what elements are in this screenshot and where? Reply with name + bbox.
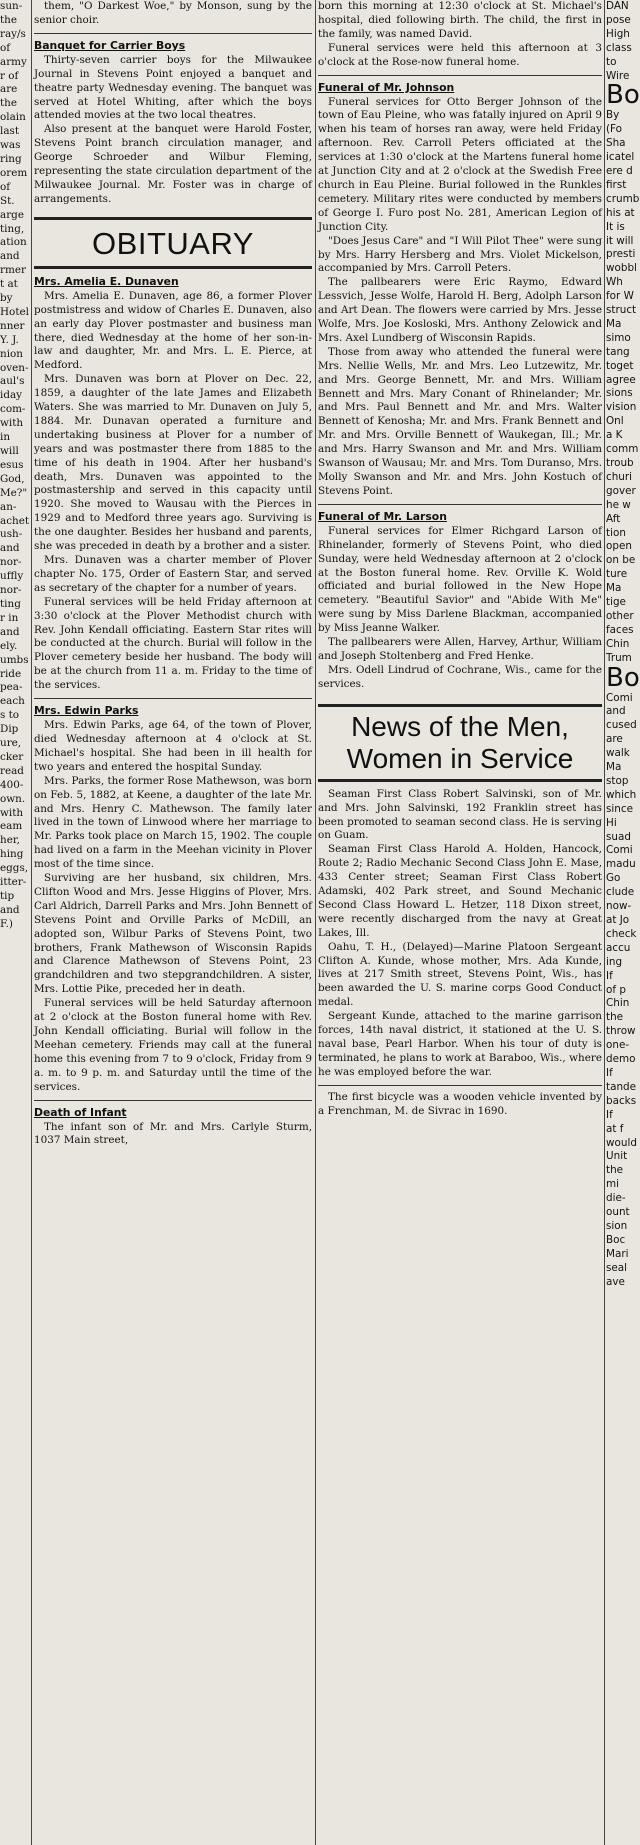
fragment-text: If <box>606 1108 613 1121</box>
fragment-text: other <box>606 609 634 622</box>
fragment-text: are <box>0 83 18 96</box>
fragment-text: for W <box>606 290 634 303</box>
fragment-text: he w <box>606 498 631 511</box>
dunaven-heading: Mrs. Amelia E. Dunaven <box>34 274 179 288</box>
fragment-text: presti <box>606 248 636 261</box>
col2-intro-para-1: born this morning at 12:30 o'clock at St. Michael's hospital, died following birth. The child, the first in the family, was named David. <box>318 0 602 40</box>
fragment-text: High <box>606 27 630 40</box>
divider <box>318 75 602 76</box>
fragment-text: of p <box>606 983 626 996</box>
fragment-text: eam <box>0 820 23 833</box>
fragment-text: Hi <box>606 816 617 829</box>
fragment-text: Go <box>606 872 621 885</box>
johnson-heading: Funeral of Mr. Johnson <box>318 80 455 94</box>
fragment-text: ring <box>0 152 22 165</box>
fragment-text: St. <box>0 194 15 207</box>
fragment-text: read <box>0 764 24 777</box>
fragment-text: throw <box>606 1025 636 1038</box>
fragment-text: DAN <box>606 0 629 12</box>
larson-heading: Funeral of Mr. Larson <box>318 509 447 523</box>
fragment-text: with <box>0 417 24 430</box>
fragment-text: accu <box>606 941 631 954</box>
fragment-text: struct <box>606 304 637 317</box>
fragment-text: last <box>0 125 20 138</box>
fragment-text: Trum <box>606 651 632 664</box>
fragment-text: Hotel <box>0 305 29 318</box>
news-title-line-2: Women in Service <box>346 742 574 774</box>
fragment-text: would <box>606 1136 637 1149</box>
fragment-text: and <box>0 542 20 555</box>
divider <box>318 504 602 505</box>
fragment-text: pose <box>606 13 631 26</box>
fragment-text: Wh <box>606 276 623 289</box>
fragment-text: a K <box>606 429 623 442</box>
dunaven-para-3: Mrs. Dunaven was a charter member of Plover chapter No. 175, Order of Eastern Star, and served as secretary of the chapter for a number of years. <box>34 554 312 594</box>
fragment-text: madu <box>606 858 636 871</box>
fragment-text: his at <box>606 206 635 219</box>
fragment-text: open <box>606 540 632 553</box>
fragment-text: army <box>0 55 27 68</box>
fragment-text: simo <box>606 331 631 344</box>
fragment-text: ely. <box>0 639 18 652</box>
fragment-text: t at <box>0 278 18 291</box>
fragment-text: esus <box>0 458 24 471</box>
fragment-text: toget <box>606 359 634 372</box>
fragment-text: was <box>0 139 21 152</box>
fragment-text: mi <box>606 1178 620 1191</box>
fragment-text: crumb <box>606 192 640 205</box>
fragment-text: oven- <box>0 361 29 374</box>
fragment-text: since <box>606 802 633 815</box>
fragment-text: ount <box>606 1206 630 1219</box>
fragment-text: arge <box>0 208 24 221</box>
fragment-text: pea- <box>0 681 23 694</box>
fragment-text: demo <box>606 1053 636 1066</box>
fragment-text: one- <box>606 1039 630 1052</box>
fragment-text: Wire <box>606 69 630 82</box>
fragment-text: orem <box>0 166 28 179</box>
fragment-text: die- <box>606 1192 626 1205</box>
johnson-para-1: Funeral services for Otto Berger Johnson of the town of Eau Pleine, who was fatally injured on April 9 when his team of horses ran away, were held Friday afternoon. Rev. Carroll Peters officiated at the services at 1:30 o'clock at the Martens funeral home at Junction City and at 2 o'clock at the Swedish Free church in Eau Pleine. Burial followed in the Runkles cemetery. Military rites were conducted by members of George I. Furo post No. 281, American Legion of Junction City. <box>318 95 602 233</box>
fragment-text: at Jo <box>606 914 630 926</box>
divider <box>34 33 312 34</box>
fragment-text: olain <box>0 111 26 124</box>
carrier-para-1: Thirty-seven carrier boys for the Milwaukee Journal in Stevens Point enjoyed a banquet and theatre party Wednesday evening. The banquet was served at Hotel Whiting, after which the boys attended movies at the two local theatres. <box>34 53 312 122</box>
fragment-text: the <box>606 1164 624 1177</box>
fragment-text: cused <box>606 719 637 732</box>
fragment-text: Chin <box>606 637 630 650</box>
fragment-text: ray/s <box>0 27 26 40</box>
parks-para-3: Surviving are her husband, six children, Mrs. Clifton Wood and Mrs. Jesse Higgins of Plover, Mrs. Carl Aldrich, Darrell Parks and Mrs. John Bennett of Stevens Point and Orville Parks of McDill, an adopted son, Wilbur Parks of Stevens Point, two brothers, Frank Mathewson of Wisconsin Rapids and Clarence Mathewson of Stevens Point, 23 grandchildren and two stepgrandchildren. A sister, Mrs. Lottie Pike, preceded her in death. <box>34 872 312 996</box>
news-para-3: Oahu, T. H., (Delayed)—Marine Platoon Sergeant Clifton A. Kunde, whose mother, Mrs. Ada Kunde, lives at 217 Smith street, Stevens Point, Wis., has been awarded the U. S. marine corps Good Conduct medal. <box>318 940 602 1009</box>
fragment-text: cker <box>0 750 24 763</box>
news-service-title <box>318 704 602 782</box>
fragment-text: own. <box>0 792 26 805</box>
fragment-text: with <box>0 806 24 819</box>
fragment-text: Ma <box>606 761 622 774</box>
fragment-text: com- <box>0 403 26 416</box>
intro-text: them, "O Darkest Woe," by Monson, sung by the senior choir. <box>34 0 312 26</box>
carrier-heading: Banquet for Carrier Boys <box>34 38 186 52</box>
fragment-text: which <box>606 788 637 801</box>
fragment-text: If <box>606 969 613 982</box>
obituary-title: OBITUARY <box>34 217 312 269</box>
fragment-text: her, <box>0 834 20 847</box>
fragment-text: nor- <box>0 556 22 569</box>
fragment-text: nion <box>0 347 23 360</box>
fragment-text: 400- <box>0 778 24 791</box>
fragment-text: class <box>606 41 632 54</box>
johnson-para-3: The pallbearers were Eric Raymo, Edward Lessvich, Jesse Wolfe, Harold H. Berg, Adolph Larson and Art Dean. The flowers were carried by Mrs. Jesse Wolfe, Mrs. Joe Kosloski, Mrs. Anthony Zelowick and Mrs. Axel Lundberg of Wisconsin Rapids. <box>318 276 602 344</box>
fragment-text: sions <box>606 387 633 400</box>
fragment-text: and <box>0 625 20 638</box>
fragment-text: Unit <box>606 1150 628 1163</box>
fragment-text: uffly <box>0 570 24 583</box>
fragment-text: will <box>0 445 19 457</box>
fragment-text: r of <box>0 69 19 82</box>
fragment-text: eggs, <box>0 862 29 875</box>
fragment-text: By <box>606 109 620 122</box>
fragment-text: umbs <box>0 653 29 666</box>
fragment-text: nor- <box>0 584 22 597</box>
fragment-text: ere d <box>606 164 633 177</box>
fragment-text: of <box>0 180 11 193</box>
larson-para-2: The pallbearers were Allen, Harvey, Arthur, William and Joseph Stoltenberg and Fred Henke. <box>318 636 602 662</box>
dunaven-para-1: Mrs. Amelia E. Dunaven, age 86, a former Plover postmistress and widow of Charles E. Dunaven, also an early day Plover postmaster and business man there, died Wednesday at the home of her son-in-law and daughter, Mr. and Mrs. L. E. Pierce, at Medford. <box>34 289 312 372</box>
parks-heading: Mrs. Edwin Parks <box>34 704 139 718</box>
fragment-text: nner <box>0 319 25 332</box>
fragment-text: faces <box>606 623 634 636</box>
fragment-text: Comi <box>606 844 633 857</box>
fragment-text: Mari <box>606 1247 629 1260</box>
fragment-text: aul's <box>0 375 25 388</box>
fragment-text: troub <box>606 457 634 469</box>
dunaven-para-2: Mrs. Dunaven was born at Plover on Dec. 22, 1859, a daughter of the late James and Elizabeth Waters. She was married to Mr. Dunaven on July 5, 1884. Mr. Dunavan operated a furniture and undertaking business at Plover for a number of years and was postmaster there from 1885 to the time of his death in 1904. After her husband's death, Mrs. Dunaven was appointed to the postmastership and served in this capacity until 1920. She moved to Wausau with the Pierces in 1929 and to Medford three years ago. Surviving is the one daughter. Besides her husband and parents, she was preceded in death by a brother and a sister. <box>34 373 312 553</box>
column-rule-left <box>31 0 32 1845</box>
fragment-text: ush- <box>0 528 23 541</box>
divider <box>34 698 312 699</box>
fragment-text: and <box>606 705 626 718</box>
fragment-text: vision <box>606 401 637 414</box>
fragment-text: iday <box>0 389 23 402</box>
fragment-text: it will <box>606 234 634 247</box>
fragment-text: s to <box>0 709 20 722</box>
fragment-text: icatel <box>606 151 635 164</box>
fragment-text: now- <box>606 900 632 913</box>
column-rule-middle <box>315 0 316 1845</box>
divider <box>318 1085 602 1086</box>
fragment-text: on be <box>606 554 636 567</box>
fragment-text: itter- <box>0 876 27 889</box>
fragment-text: rmer <box>0 264 26 277</box>
parks-para-1: Mrs. Edwin Parks, age 64, of the town of Plover, died Wednesday afternoon at 4 o'clock at St. Michael's hospital. She had been in ill health for two years and entered the hospital Sunday. <box>34 719 312 773</box>
fragment-text: hing <box>0 848 24 861</box>
fragment-text: Ma <box>606 582 622 595</box>
fragment-text: ride <box>0 667 22 680</box>
fragment-text: achet <box>0 514 30 527</box>
fragment-text: the <box>0 13 18 26</box>
fragment-text: Boc <box>606 1233 626 1246</box>
col2-intro-para-2: Funeral services were held this afternoon at 3 o'clock at the Rose-now funeral home. <box>318 41 602 68</box>
fragment-text: Aft <box>606 512 621 525</box>
carrier-para-2: Also present at the banquet were Harold Foster, Stevens Point branch circulation manager, and George Schroeder and Wilbur Fleming, representing the state circulation department of the Milwaukee Journal. Mr. Foster was in charge of arrangements. <box>34 123 312 205</box>
news-para-1: Seaman First Class Robert Salvinski, son of Mr. and Mrs. John Salvinski, 192 Franklin street has been promoted to seaman second class. He is serving on Guam. <box>318 787 602 842</box>
fragment-text: (Fo <box>606 123 623 136</box>
parks-para-2: Mrs. Parks, the former Rose Mathewson, was born on Feb. 5, 1882, at Keene, a daughter of the late Mr. and Mrs. Henry C. Mathewson. The family later lived in the town of Linwood where her marriage to Mr. Parks took place on March 15, 1902. The couple had lived on a farm in the Meehan vicinity in Plover most of the time since. <box>34 774 312 871</box>
fragment-text: check <box>606 927 637 940</box>
parks-para-4: Funeral services will be held Saturday afternoon at 2 o'clock at the Boston funeral home with Rev. John Kendall officiating. Burial will follow in the Meehan cemetery. Friends may call at the funeral home this evening from 7 to 9 o'clock, Friday from 9 a. m. to 9 p. m. and Saturday until the time of the services. <box>34 997 312 1093</box>
fragment-text: wobbl <box>606 262 637 275</box>
fragment-text: ting, <box>0 222 25 235</box>
fragment-text: Y. J. <box>0 333 19 346</box>
fragment-text: agree <box>606 373 636 386</box>
fragment-text: F.) <box>0 917 13 930</box>
fragment-text: first <box>606 178 627 191</box>
fragment-text: clude <box>606 886 635 899</box>
fragment-text: and <box>0 250 20 263</box>
johnson-para-4: Those from away who attended the funeral were Mrs. Nellie Wells, Mr. and Mrs. Leo Lutzewitz, Mr. and Mrs. George Bennett, Mr. and Mrs. William Bennett and Mrs. Mary Conant of Rhinelander; Mr. and Mrs. Paul Bennett and Mr. and Mrs. Walter Bennett of Kenosha; Mr. and Mrs. Frank Bennett and Mr. and Mrs. Orville Bennett of Waukegan, Ill.; Mr. and Mrs. Harry Swanson and Mr. and Mrs. William Swanson of Wausau; Mr. and Mrs. Tom Duranso, Mrs. Molly Swanson and Mr. and Mrs. John Kostuch of Stevens Point. <box>318 345 602 497</box>
fragment-text: gover <box>606 484 636 497</box>
fragment-text: and <box>0 903 20 916</box>
divider <box>34 1100 312 1101</box>
column-two <box>318 0 602 1119</box>
fragment-text: each <box>0 695 25 708</box>
fragment-text: ing <box>606 955 623 968</box>
fragment-text: in <box>0 431 11 444</box>
fragment-text: tang <box>606 345 630 358</box>
fragment-text: Comi <box>606 691 633 704</box>
fragment-text: backs <box>606 1094 637 1107</box>
news-title-line-1: News of the Men, <box>351 710 569 742</box>
fragment-text: Onl <box>606 415 624 428</box>
fragment-text: If <box>606 1066 613 1079</box>
infant-para-1: The infant son of Mr. and Mrs. Carlyle Sturm, 1037 Main street, <box>34 1120 312 1147</box>
left-clipped-column <box>0 0 30 932</box>
johnson-para-2: "Does Jesus Care" and "I Will Pilot Thee" were sung by Mrs. Harry Hersberg and Mrs. Violet Mickelson, accompanied by Mrs. Carroll Peters. <box>318 234 602 275</box>
fragment-text: Me?" <box>0 486 28 499</box>
fragment-text: at f <box>606 1122 624 1135</box>
fragment-text: It is <box>606 220 625 233</box>
fragment-text: seal <box>606 1261 628 1274</box>
fragment-text: Sha <box>606 137 626 150</box>
fragment-text: God, <box>0 472 25 485</box>
news-para-2: Seaman First Class Harold A. Holden, Hancock, Route 2; Radio Mechanic Second Class John E. Mase, 433 Center street; Seaman First Class Robert Adamski, 402 Park street, and Sound Mechanic Second Class Howard L. Hetzer, 118 Dixon street, were recently discharged from the navy at Great Lakes, Ill. <box>318 843 602 939</box>
column-rule-right <box>604 0 605 1845</box>
fragment-text: ure, <box>0 737 22 750</box>
fragment-text: r in <box>0 611 19 624</box>
fragment-text: of <box>0 41 11 54</box>
fragment-text: comm <box>606 443 639 456</box>
fragment-text: tion <box>606 526 626 539</box>
fragment-text: stop <box>606 774 629 787</box>
fragment-text: tip <box>0 890 15 902</box>
fragment-text: Dip <box>0 723 19 736</box>
fragment-text: suad <box>606 830 631 843</box>
fragment-text: are <box>606 733 623 746</box>
fragment-text: Bo <box>606 662 640 693</box>
larson-para-1: Funeral services for Elmer Richgard Larson of Rhinelander, formerly of Stevens Point, who died Sunday, were held Wednesday afternoon at 2 o'clock at the Boston funeral home. Rev. Orville K. Wold officiated and burial followed in the New Hope cemetery. "Beautiful Savior" and "Abide With Me" were sung by Miss Darlene Blackman, accompanied by Miss Jeanne Walker. <box>318 524 602 635</box>
fragment-text: to <box>606 55 617 68</box>
fragment-text: the <box>606 1011 624 1024</box>
fragment-text: tige <box>606 596 626 609</box>
fragment-text: ture <box>606 568 628 581</box>
fragment-text: an- <box>0 500 17 513</box>
news-para-5: The first bicycle was a wooden vehicle invented by a Frenchman, M. de Sivrac in 1690. <box>318 1090 602 1117</box>
column-one <box>34 0 312 1148</box>
fragment-text: Bo <box>606 80 640 111</box>
dunaven-para-4: Funeral services will be held Friday afternoon at 3:30 o'clock at the Plover Methodist church with Rev. John Kendall officiating. Eastern Star rites will be conducted at the church. Burial will follow in the Plover cemetery beside her husband. The body will be at the church from 11 a. m. Friday to the time of the services. <box>34 595 312 692</box>
news-para-4: Sergeant Kunde, attached to the marine garrison forces, 14th naval district, it stationed at the U. S. naval base, Pearl Harbor. When his tour of duty is terminated, he plans to work at Baraboo, Wis., where he was employed before the war. <box>318 1010 602 1078</box>
fragment-text: Chin <box>606 997 630 1010</box>
fragment-text: churi <box>606 470 633 483</box>
fragment-text: ting <box>0 597 21 610</box>
fragment-text: ation <box>0 236 27 249</box>
fragment-text: walk <box>606 747 630 760</box>
fragment-text: Ma <box>606 317 622 330</box>
infant-heading: Death of Infant <box>34 1105 127 1119</box>
fragment-text: ave <box>606 1275 625 1288</box>
fragment-text: the <box>0 97 18 110</box>
fragment-text: tande <box>606 1080 637 1093</box>
fragment-text: sun- <box>0 0 23 12</box>
fragment-text: by <box>0 292 13 305</box>
right-clipped-column <box>606 0 640 1289</box>
larson-para-3: Mrs. Odell Lindrud of Cochrane, Wis., came for the services. <box>318 663 602 690</box>
fragment-text: sion <box>606 1219 628 1232</box>
